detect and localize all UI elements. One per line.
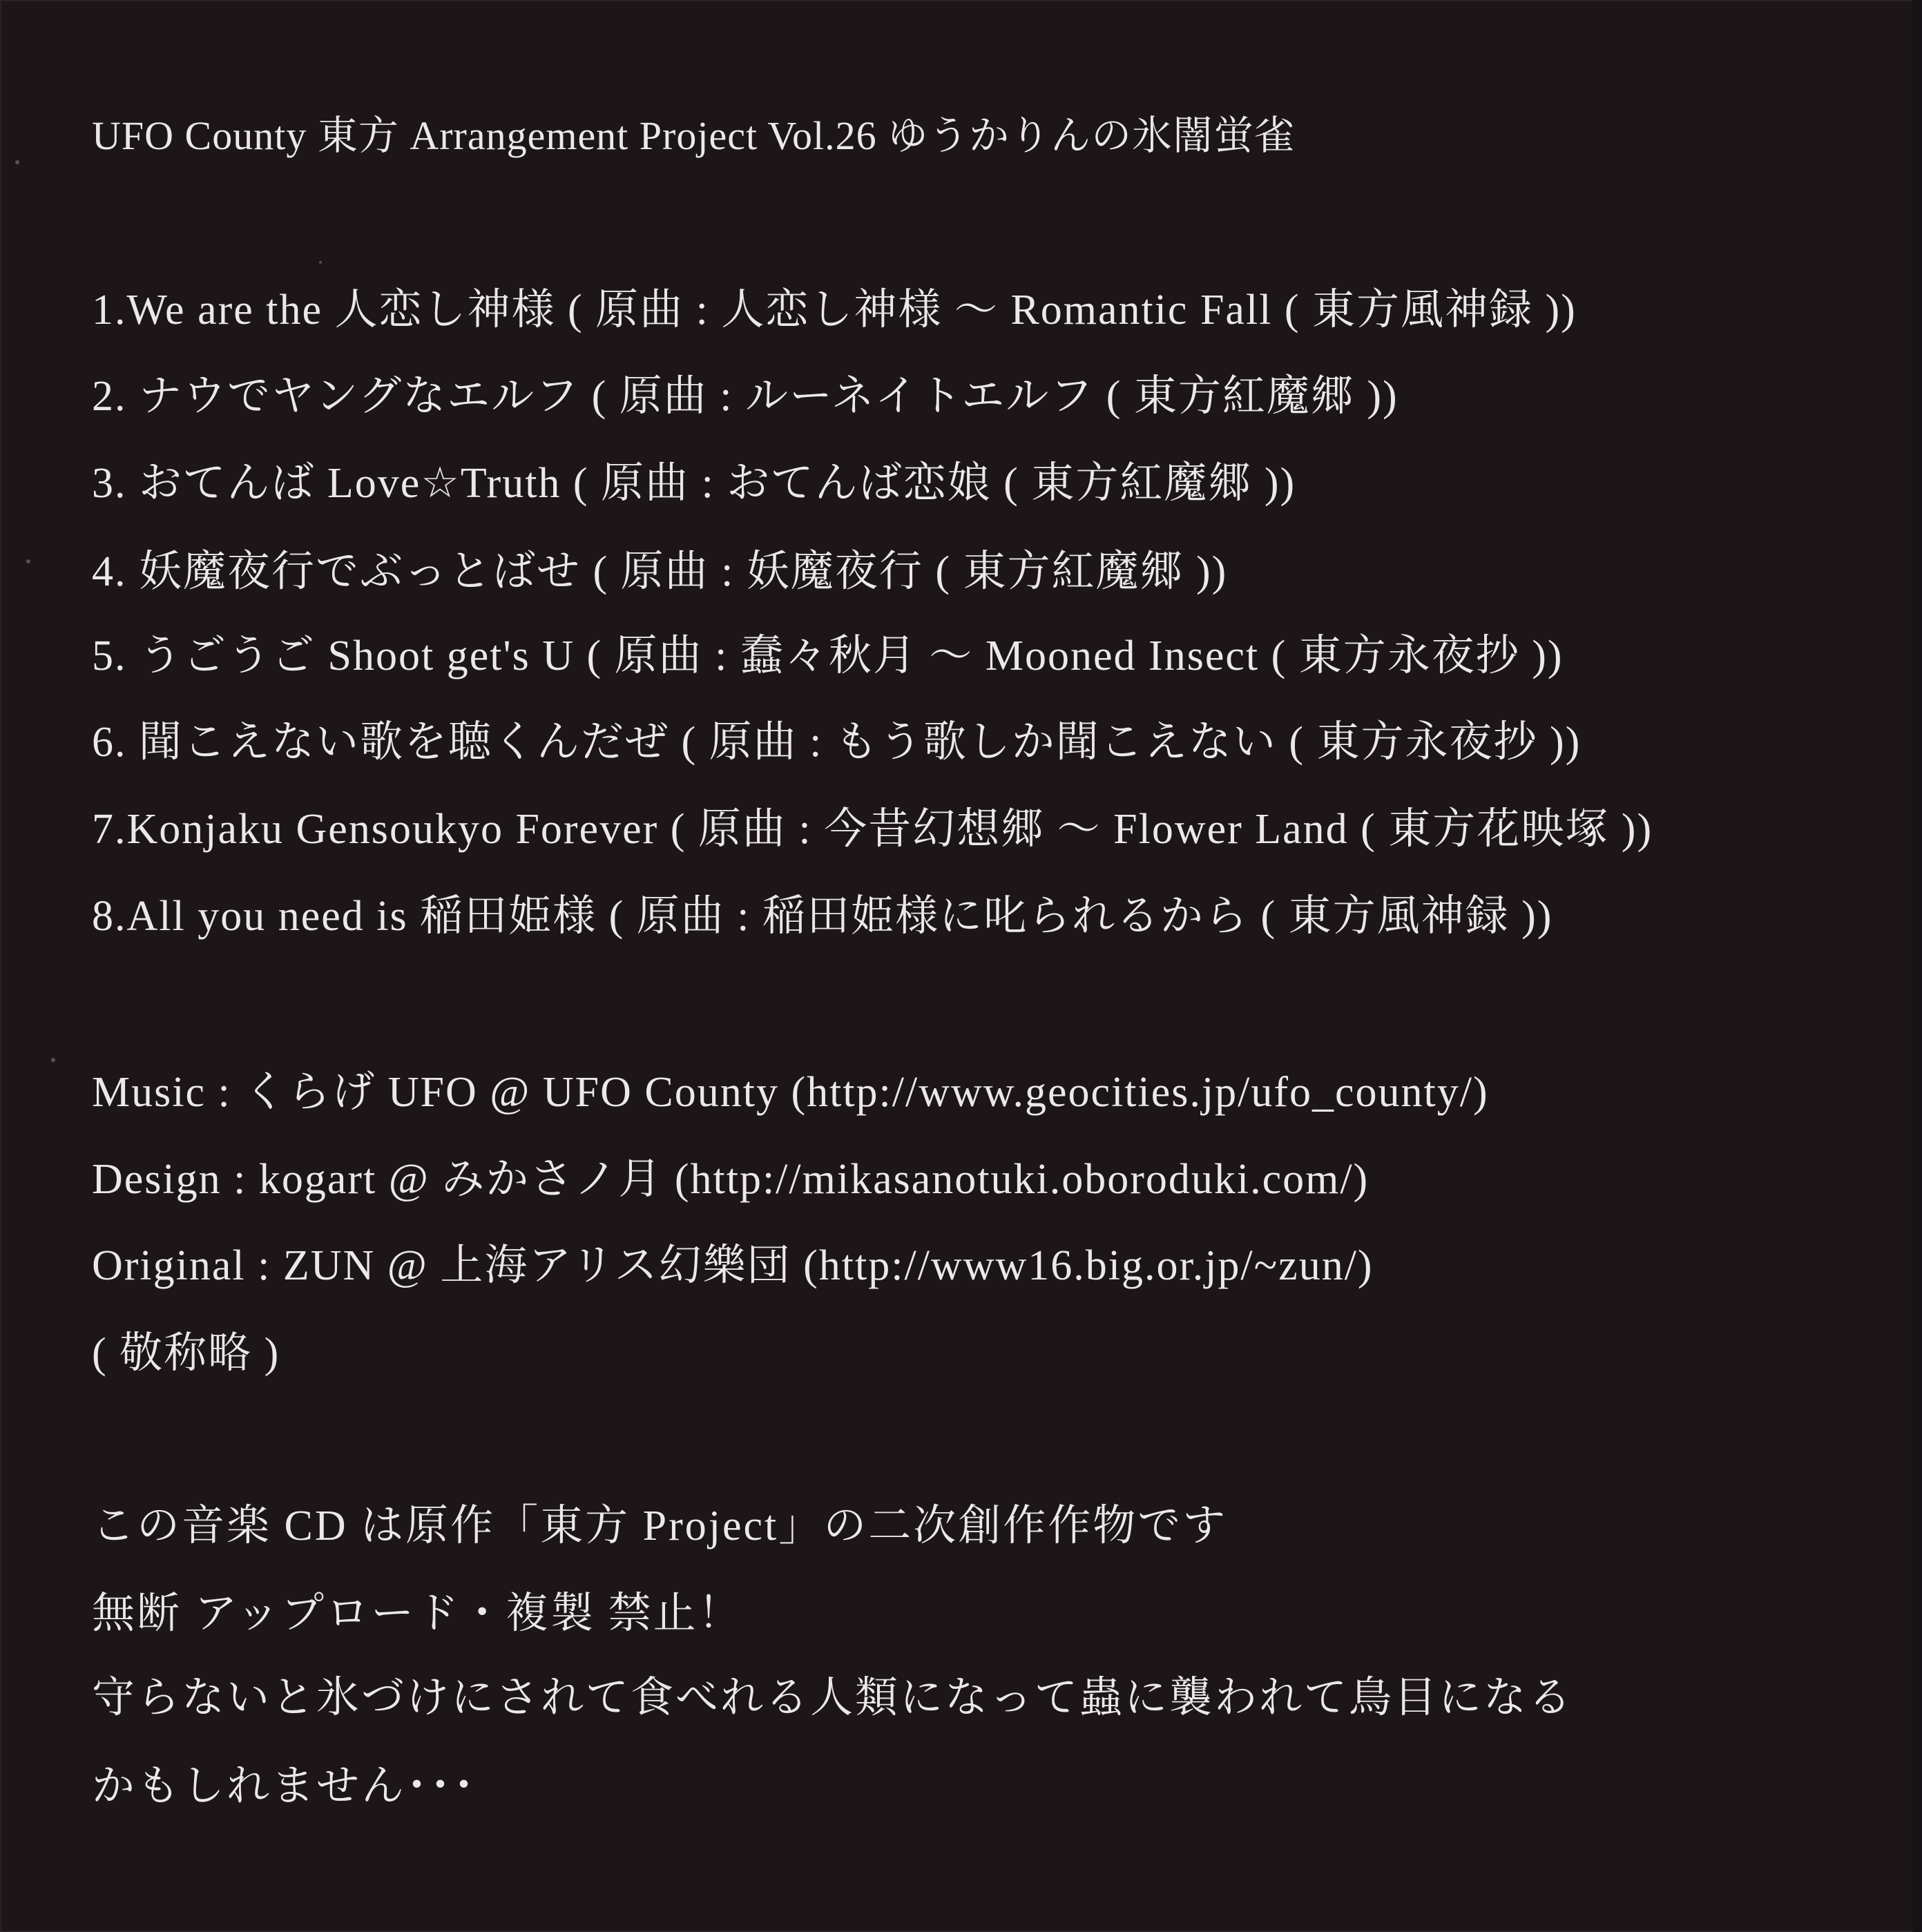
page-edge: [1912, 0, 1922, 1932]
note-derivative-work: この音楽 CD は原作「東方 Project」の二次創作作物です: [92, 1503, 1228, 1549]
note-warning-line-2: かもしれません･･･: [92, 1763, 477, 1810]
track-3: 3. おてんば Love☆Truth ( 原曲 : おてんば恋娘 ( 東方紅魔郷 )): [92, 460, 1296, 507]
track-1: 1.We are the 人恋し神様 ( 原曲 : 人恋し神様 ～ Romantic Fall ( 東方風神録 )): [92, 287, 1577, 334]
track-2: 2. ナウでヤングなエルフ ( 原曲 : ルーネイトエルフ ( 東方紅魔郷 )): [92, 373, 1399, 420]
track-5: 5. うごうご Shoot get's U ( 原曲 : 蠢々秋月 ～ Mooned Insect ( 東方永夜抄 )): [92, 632, 1564, 679]
dust-speck: [51, 1058, 55, 1062]
album-title: UFO County 東方 Arrangement Project Vol.26 ゆうかりんの氷闇蛍雀: [92, 113, 1296, 158]
credit-honorifics: ( 敬称略 ): [92, 1330, 280, 1377]
credit-design: Design : kogart @ みかさノ月 (http://mikasanotuki.oboroduki.com/): [92, 1156, 1370, 1203]
dust-speck: [319, 261, 322, 264]
track-8: 8.All you need is 稲田姫様 ( 原曲 : 稲田姫様に叱られるから ( 東方風神録 )): [92, 893, 1553, 940]
credit-music: Music : くらげ UFO @ UFO County (http://www.geocities.jp/ufo_county/): [92, 1069, 1489, 1116]
track-4: 4. 妖魔夜行でぶっとばせ ( 原曲 : 妖魔夜行 ( 東方紅魔郷 )): [92, 548, 1228, 595]
credit-original: Original : ZUN @ 上海アリス幻樂団 (http://www16.big.or.jp/~zun/): [92, 1242, 1374, 1289]
dust-speck: [15, 160, 19, 164]
track-6: 6. 聞こえない歌を聴くんだぜ ( 原曲 : もう歌しか聞こえない ( 東方永夜抄 )): [92, 719, 1582, 766]
dust-speck: [26, 559, 30, 563]
note-warning-line-1: 守らないと氷づけにされて食べれる人類になって蟲に襲われて鳥目になる: [92, 1674, 1574, 1721]
note-no-upload: 無断 アップロード・複製 禁止！: [92, 1590, 743, 1637]
track-7: 7.Konjaku Gensoukyo Forever ( 原曲 : 今昔幻想郷 ～ Flower Land ( 東方花映塚 )): [92, 806, 1653, 853]
